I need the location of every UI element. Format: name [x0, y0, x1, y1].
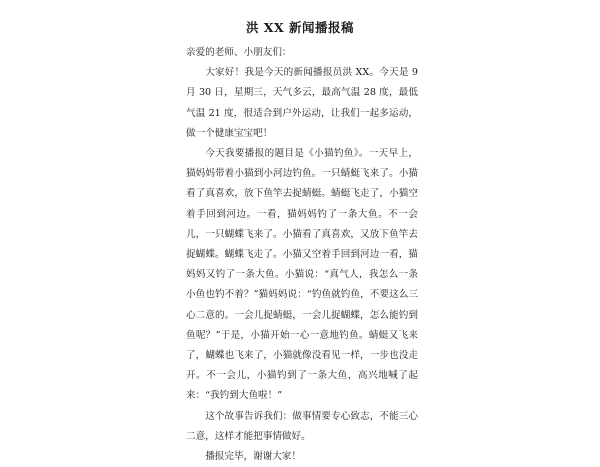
intro-paragraph: 大家好！我是今天的新闻播报员洪 XX。今天是 9 月 30 日，星期三，天气多云，最高气温 28 度，最低气温 21 度，很适合到户外运动，让我们一起多运动，做一个健康宝宝吧！: [186, 67, 418, 139]
document-body: [186, 43, 418, 467]
closing-paragraph: 播报完毕，谢谢大家！: [205, 451, 302, 463]
document-title: 洪 XX 新闻播报稿: [245, 20, 355, 35]
moral-paragraph: 这个故事告诉我们：做事情要专心致志，不能三心二意，这样才能把事情做好。: [186, 410, 418, 442]
greeting-paragraph: 亲爱的老师、小朋友们：: [186, 47, 292, 58]
story-paragraph: 今天我要播报的题目是《小猫钓鱼》。一天早上，猫妈妈带着小猫到小河边钓鱼。一只蜻蜓飞来了。小猫看了真喜欢，放下鱼竿去捉蜻蜓。蜻蜓飞走了，小猫空着手回到河边。一看，猫妈妈钓了一条大鱼。不一会儿，一只蝴蝶飞来了。小猫看了真喜欢，又放下鱼竿去捉蝴蝶。蝴蝶飞走了。小猫又空着手回到河边一看，猫妈妈又钓了一条大鱼。小猫说：“真气人，我怎么一条小鱼也钓不着？”猫妈妈说：“钓鱼就钓鱼，不要这么三心二意的。一会儿捉蜻蜓，一会儿捉蝴蝶，怎么能钓到鱼呢？”于是，小猫开始一心一意地钓鱼。蜻蜓又飞来了，蝴蝶也飞来了，小猫就像没看见一样，一步也没走开。不一会儿，小猫钓到了一条大鱼，高兴地喊了起来：“我钓到大鱼啦！”: [186, 148, 418, 402]
